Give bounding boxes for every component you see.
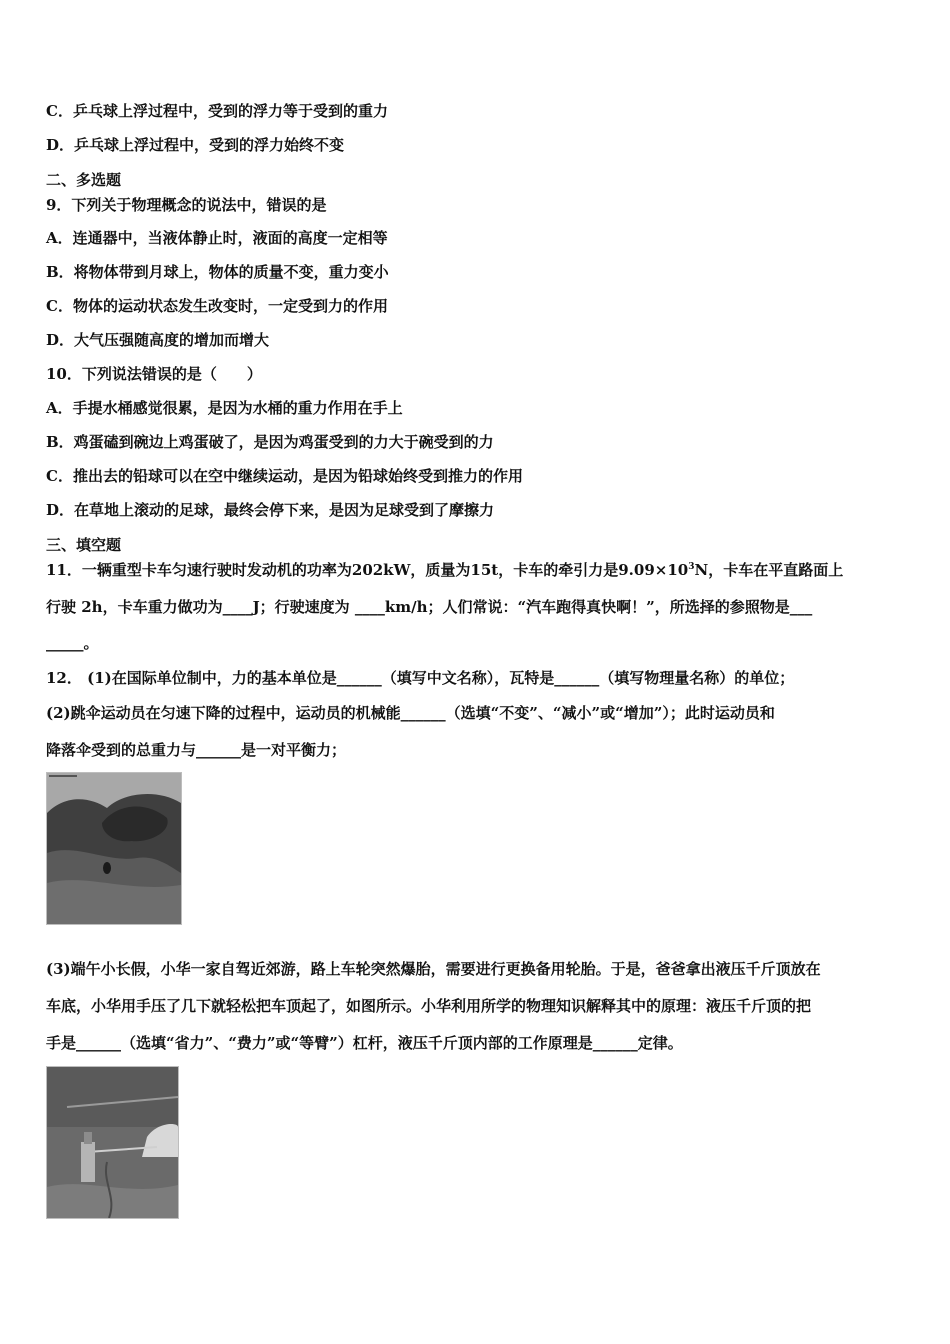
section-title-multiple-choice: 二、多选题 [46, 171, 122, 189]
q10-option-b: B．鸡蛋磕到碗边上鸡蛋破了，是因为鸡蛋受到的力大于碗受到的力 [46, 433, 494, 451]
q11-line-1-tail: N，卡车在平直路面上 [694, 561, 844, 579]
q11-line-2: 行驶 2h，卡车重力做功为____J；行驶速度为 ____km/h；人们常说：“汽车跑得真快啊！”，所选择的参照物是___ [46, 598, 813, 616]
q10-option-c: C．推出去的铅球可以在空中继续运动，是因为铅球始终受到推力的作用 [46, 467, 523, 485]
q9-option-b: B．将物体带到月球上，物体的质量不变，重力变小 [46, 263, 389, 281]
hydraulic-jack-photo [46, 1066, 179, 1219]
q9-stem: 9．下列关于物理概念的说法中，错误的是 [46, 196, 327, 214]
q9-option-c: C．物体的运动状态发生改变时，一定受到力的作用 [46, 297, 388, 315]
q12-part-3-line-1: (3)端午小长假，小华一家自驾近郊游，路上车轮突然爆胎，需要进行更换备用轮胎。于是，爸爸拿出液压千斤顶放在 [46, 960, 821, 978]
q12-part-2-line-1: (2)跳伞运动员在匀速下降的过程中，运动员的机械能______（选填“不变”、“减小”或“增加”）；此时运动员和 [46, 704, 775, 722]
q11-line-1 [46, 560, 843, 580]
q11-line-1-text: 11．一辆重型卡车匀速行驶时发动机的功率为202kW，质量为15t，卡车的牵引力是9.09×10 [46, 561, 689, 579]
q12-part-3-line-2: 车底，小华用手压了几下就轻松把车顶起了，如图所示。小华利用所学的物理知识解释其中的原理：液压千斤顶的把 [46, 997, 812, 1015]
skydiver-photo-graphic [47, 773, 181, 924]
q8-option-d: D．乒乓球上浮过程中，受到的浮力始终不变 [46, 136, 345, 154]
q11-exponent: 3 [688, 562, 695, 572]
q12-part-3-line-3: 手是______（选填“省力”、“费力”或“等臂”）杠杆，液压千斤顶内部的工作原理是______定律。 [46, 1034, 683, 1052]
q10-stem: 10．下列说法错误的是（ ） [46, 365, 262, 383]
q10-option-d: D．在草地上滚动的足球，最终会停下来，是因为足球受到了摩擦力 [46, 501, 495, 519]
q12-part-2-line-2: 降落伞受到的总重力与______是一对平衡力； [46, 741, 347, 759]
q9-option-a: A．连通器中，当液体静止时，液面的高度一定相等 [46, 229, 388, 247]
hydraulic-jack-photo-graphic [47, 1067, 178, 1218]
q9-option-d: D．大气压强随高度的增加而增大 [46, 331, 270, 349]
q8-option-c: C．乒乓球上浮过程中，受到的浮力等于受到的重力 [46, 102, 388, 120]
section-title-fill-in: 三、填空题 [46, 536, 122, 554]
skydiver-photo [46, 772, 182, 925]
q12-part-1: 12． (1)在国际单位制中，力的基本单位是______（填写中文名称），瓦特是______（填写物理量名称）的单位； [46, 669, 795, 687]
q10-option-a: A．手提水桶感觉很累，是因为水桶的重力作用在手上 [46, 399, 403, 417]
q11-line-3: _____。 [46, 634, 99, 652]
